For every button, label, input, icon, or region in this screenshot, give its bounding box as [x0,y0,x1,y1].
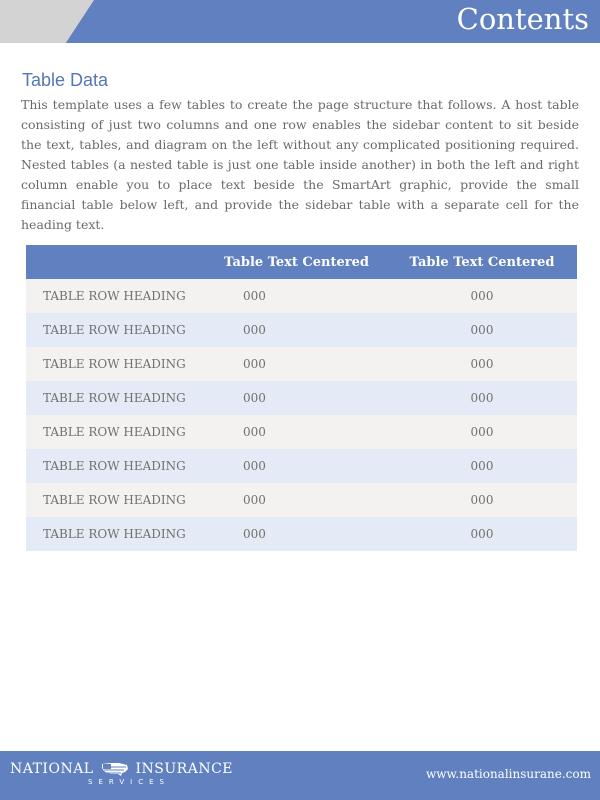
table-row-heading: TABLE ROW HEADING [26,415,206,449]
table-cell: 000 [206,449,387,483]
data-table [26,245,577,551]
logo-text-services: SERVICES [88,778,170,786]
table-header-cell: Table Text Centered [387,245,577,279]
table-row [26,415,577,449]
table-row [26,347,577,381]
table-cell: 000 [206,483,387,517]
table-cell: 000 [206,347,387,381]
section-paragraph: This template uses a few tables to create the page structure that follows. A host table consisting of just two columns and one row enables the sidebar content to sit beside the text, tables, and diagram on the left without any complicated positioning required. Nested tables (a nested table is just one table inside another) in both the left and right column enable you to place text beside the SmartArt graphic, provide the small financial table below left, and provide the sidebar table with a separate cell for the heading text. [21,97,579,232]
table-row-heading: TABLE ROW HEADING [26,279,206,313]
table-cell: 000 [206,517,387,551]
section-title: Table Data [22,70,109,90]
table-cell: 000 [206,313,387,347]
page-header [0,0,600,43]
table-row-heading: TABLE ROW HEADING [26,347,206,381]
table-row [26,483,577,517]
table-row [26,449,577,483]
table-row-heading: TABLE ROW HEADING [26,517,206,551]
page-title: Contents [456,2,589,36]
table-cell: 000 [387,517,577,551]
table-header-cell-empty [26,245,206,279]
table-row-heading: TABLE ROW HEADING [26,449,206,483]
table-row-heading: TABLE ROW HEADING [26,381,206,415]
table-header-row [26,245,577,279]
table-cell: 000 [387,313,577,347]
table-cell: 000 [387,449,577,483]
logo-text-national: NATIONAL [10,761,94,777]
table-cell: 000 [206,381,387,415]
table-row [26,381,577,415]
company-logo [10,761,233,786]
table-cell: 000 [387,279,577,313]
table-row [26,279,577,313]
logo-text-insurance: INSURANCE [135,761,234,777]
footer-url[interactable]: www.nationalinsurane.com [425,767,591,781]
table-cell: 000 [206,415,387,449]
table-row [26,517,577,551]
table-row [26,313,577,347]
table-cell: 000 [206,279,387,313]
table-cell: 000 [387,381,577,415]
page-footer [0,751,600,800]
header-tab-decoration [0,0,94,43]
table-cell: 000 [387,415,577,449]
us-flag-map-icon [101,761,129,777]
table-cell: 000 [387,483,577,517]
table-cell: 000 [387,347,577,381]
table-row-heading: TABLE ROW HEADING [26,483,206,517]
table-header-cell: Table Text Centered [206,245,387,279]
table-row-heading: TABLE ROW HEADING [26,313,206,347]
